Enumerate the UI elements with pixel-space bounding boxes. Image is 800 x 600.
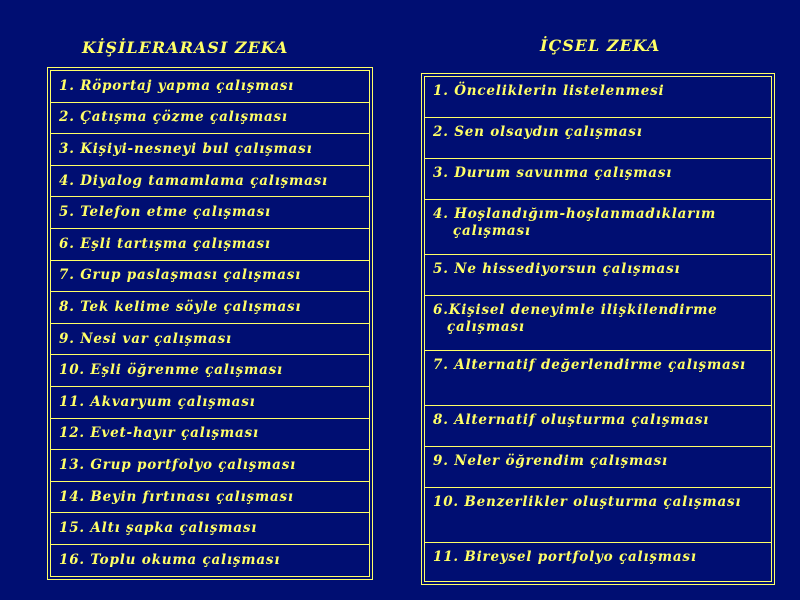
activity-item: 12. Evet-hayır çalışması (51, 418, 370, 450)
table-row (425, 77, 772, 118)
activity-item: 7. Grup paslaşması çalışması (51, 260, 370, 292)
table-row (51, 134, 370, 166)
activity-item: 5. Telefon etme çalışması (51, 197, 370, 229)
activity-item: 14. Beyin fırtınası çalışması (51, 481, 370, 513)
intrapersonal-intelligence-heading: İÇSEL ZEKA (540, 36, 661, 55)
activity-item-line: 2. Sen olsaydın çalışması (433, 124, 643, 140)
activity-item-line: 5. Ne hissediyorsun çalışması (433, 261, 681, 277)
activity-item: 4. Diyalog tamamlama çalışması (51, 165, 370, 197)
table-row (51, 513, 370, 545)
activity-item: 9. Nesi var çalışması (51, 323, 370, 355)
activity-item-line: 6.Kişisel deneyimle ilişkilendirme (433, 302, 718, 318)
table-row (51, 386, 370, 418)
activity-item (425, 296, 772, 351)
activity-item-line: 11. Bireysel portfolyo çalışması (433, 549, 697, 565)
table-row (51, 260, 370, 292)
table-row (51, 323, 370, 355)
activity-item: 13. Grup portfolyo çalışması (51, 450, 370, 482)
activity-item: 16. Toplu okuma çalışması (51, 544, 370, 576)
table-row (51, 481, 370, 513)
activity-item-line-continued: çalışması (453, 223, 531, 239)
table-row (51, 544, 370, 576)
activity-item (425, 77, 772, 118)
table-row (51, 71, 370, 103)
activity-item (425, 543, 772, 582)
table-row (425, 447, 772, 488)
activity-item-line: 4. Hoşlandığım-hoşlanmadıklarım (433, 206, 717, 222)
activity-item (425, 255, 772, 296)
table-row (425, 255, 772, 296)
activity-item: 1. Röportaj yapma çalışması (51, 71, 370, 103)
table-row (51, 228, 370, 260)
activity-item: 8. Tek kelime söyle çalışması (51, 292, 370, 324)
table-row (425, 296, 772, 351)
activity-item-line: 9. Neler öğrendim çalışması (433, 453, 668, 469)
activity-item: 10. Eşli öğrenme çalışması (51, 355, 370, 387)
table-row (51, 450, 370, 482)
activity-item-line: 1. Önceliklerin listelenmesi (433, 83, 665, 99)
activity-item (425, 406, 772, 447)
table-row (425, 488, 772, 543)
activity-item (425, 200, 772, 255)
table-row (425, 543, 772, 582)
activity-item (425, 118, 772, 159)
table-row (51, 165, 370, 197)
activity-item: 15. Altı şapka çalışması (51, 513, 370, 545)
table-row (51, 418, 370, 450)
table-row (425, 406, 772, 447)
table-row (425, 118, 772, 159)
table-row (51, 292, 370, 324)
table-row (51, 197, 370, 229)
table-row (51, 102, 370, 134)
intrapersonal-activity-table (424, 76, 772, 582)
activity-item: 11. Akvaryum çalışması (51, 386, 370, 418)
activity-item: 3. Kişiyi-nesneyi bul çalışması (51, 134, 370, 166)
table-row (425, 351, 772, 406)
activity-item: 2. Çatışma çözme çalışması (51, 102, 370, 134)
activity-item-line: 10. Benzerlikler oluşturma çalışması (433, 494, 742, 510)
activity-item-line: 3. Durum savunma çalışması (433, 165, 673, 181)
activity-item (425, 488, 772, 543)
activity-item-line: 7. Alternatif değerlendirme çalışması (433, 357, 746, 373)
activity-item (425, 159, 772, 200)
activity-item: 6. Eşli tartışma çalışması (51, 228, 370, 260)
activity-item-line-continued: çalışması (447, 319, 525, 335)
interpersonal-activity-table (50, 70, 370, 577)
activity-item (425, 351, 772, 406)
table-row (425, 159, 772, 200)
interpersonal-intelligence-heading: KİŞİLERARASI ZEKA (82, 38, 289, 57)
activity-item (425, 447, 772, 488)
table-row (425, 200, 772, 255)
table-row (51, 355, 370, 387)
activity-item-line: 8. Alternatif oluşturma çalışması (433, 412, 710, 428)
